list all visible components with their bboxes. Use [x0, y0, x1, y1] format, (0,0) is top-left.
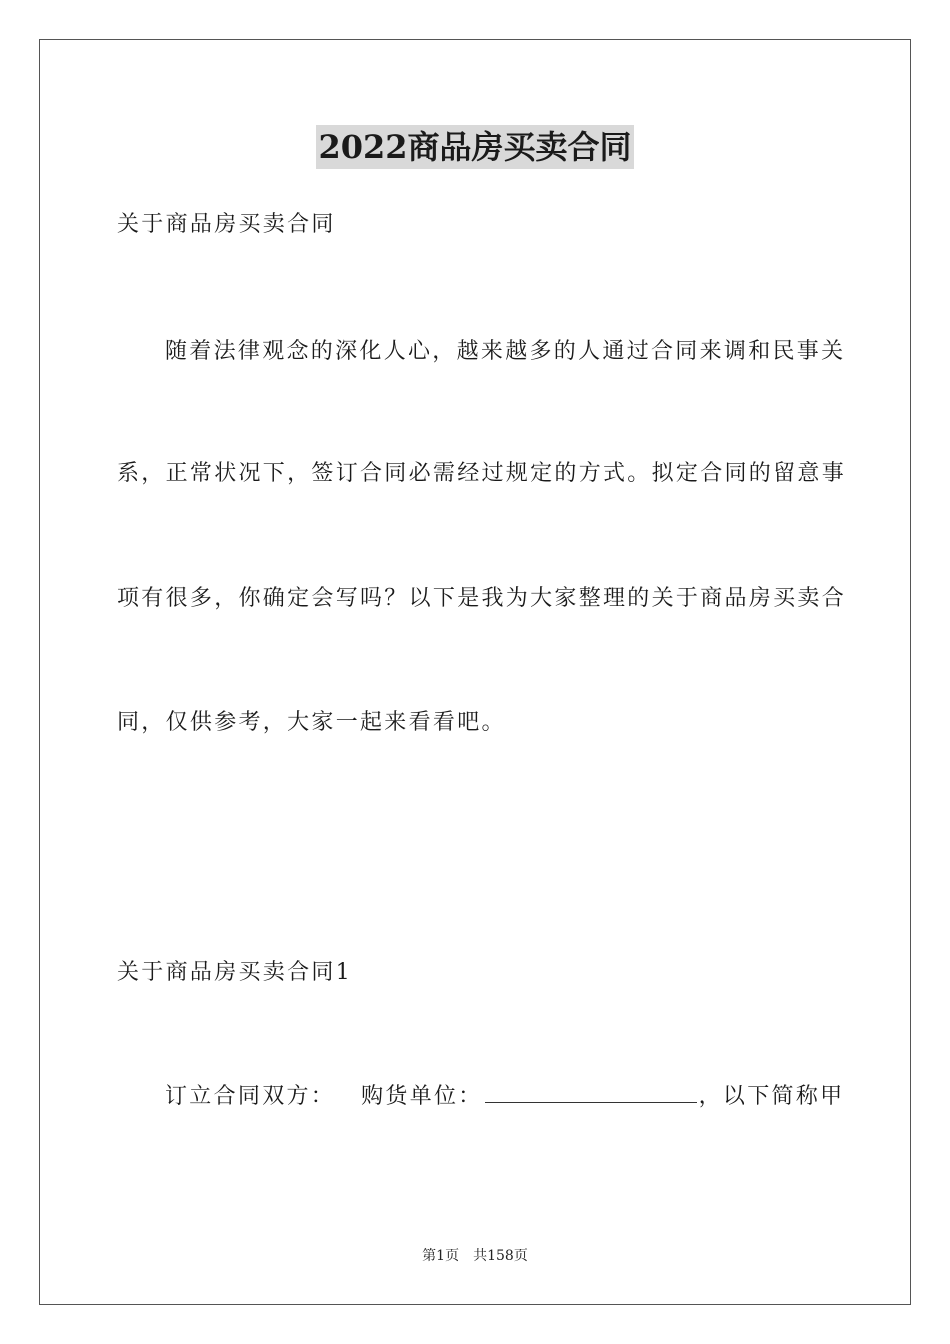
buyer-unit-blank: [485, 1084, 697, 1103]
total-pages: 共158页: [473, 1248, 528, 1264]
document-title: 2022商品房买卖合同: [316, 125, 633, 169]
document-subtitle: 关于商品房买卖合同: [117, 212, 336, 237]
page-footer: [0, 1246, 950, 1266]
paragraph-line-3: 项有很多，你确定会写吗？以下是我为大家整理的关于商品房买卖合: [117, 586, 847, 611]
contract-parties-line: [165, 1082, 844, 1112]
page-number: 第1页: [422, 1248, 460, 1264]
paragraph-line-2: 系，正常状况下，签订合同必需经过规定的方式。拟定合同的留意事: [117, 461, 847, 486]
buyer-unit-suffix: ，以下简称甲: [698, 1084, 845, 1109]
title-container: [0, 125, 950, 169]
section-heading: 关于商品房买卖合同1: [117, 960, 352, 985]
contract-parties-label: 订立合同双方：: [165, 1084, 336, 1109]
paragraph-line-1: 随着法律观念的深化人心，越来越多的人通过合同来调和民事关: [165, 339, 846, 364]
paragraph-line-4: 同，仅供参考，大家一起来看看吧。: [117, 710, 506, 735]
buyer-unit-label: 购货单位：: [361, 1084, 483, 1109]
